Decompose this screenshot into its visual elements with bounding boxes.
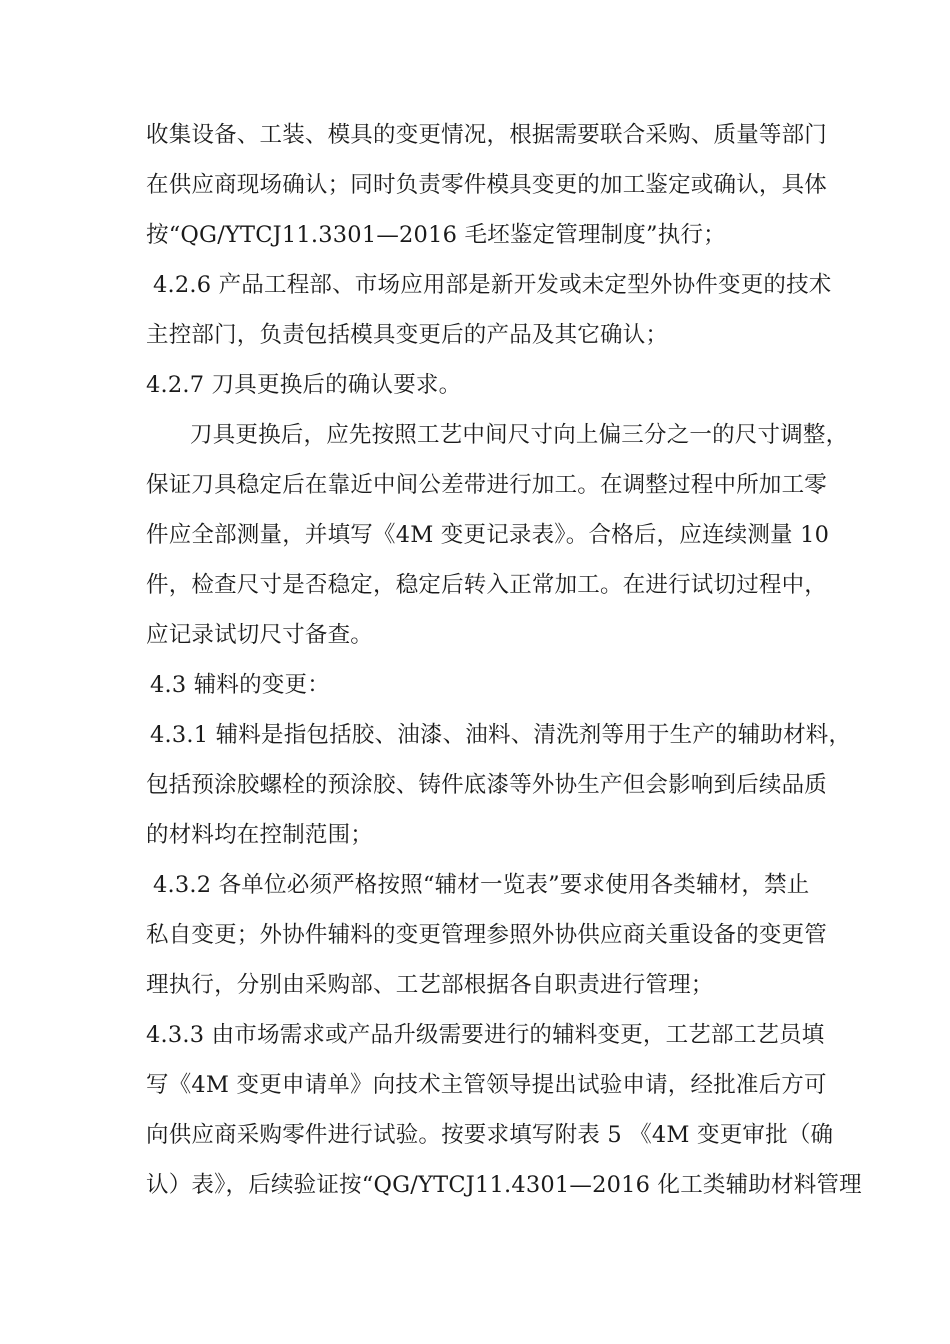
section-heading-4-2-7: 4.2.7 刀具更换后的确认要求。 [146, 372, 462, 398]
text-line: 的材料均在控制范围； [146, 822, 374, 848]
paragraph-first-line: 刀具更换后，应先按照工艺中间尺寸向上偏三分之一的尺寸调整， [190, 422, 849, 448]
section-heading-4-3-2: 4.3.2 各单位必须严格按照“辅材一览表”要求使用各类辅材，禁止 [153, 872, 810, 898]
text-line: 理执行，分别由采购部、工艺部根据各自职责进行管理； [146, 972, 714, 998]
text-line: 按“QG/YTCJ11.3301—2016 毛坯鉴定管理制度”执行； [146, 222, 726, 248]
text-line: 认）表》，后续验证按“QG/YTCJ11.4301—2016 化工类辅助材料管理 [146, 1172, 862, 1198]
text-line: 应记录试切尺寸备查。 [146, 622, 374, 648]
text-line: 在供应商现场确认；同时负责零件模具变更的加工鉴定或确认，具体 [146, 172, 828, 198]
section-heading-4-3-3: 4.3.3 由市场需求或产品升级需要进行的辅料变更，工艺部工艺员填 [146, 1022, 825, 1048]
text-line: 向供应商采购零件进行试验。按要求填写附表 5 《4M 变更审批（确 [146, 1122, 834, 1148]
text-line: 件应全部测量，并填写《4M 变更记录表》。合格后，应连续测量 10 [146, 522, 830, 548]
text-line: 主控部门，负责包括模具变更后的产品及其它确认； [146, 322, 669, 348]
text-line: 保证刀具稳定后在靠近中间公差带进行加工。在调整过程中所加工零 [146, 472, 828, 498]
text-line: 私自变更；外协件辅料的变更管理参照外协供应商关重设备的变更管 [146, 922, 828, 948]
section-heading-4-2-6: 4.2.6 产品工程部、市场应用部是新开发或未定型外协件变更的技术 [153, 272, 832, 298]
section-heading-4-3-1: 4.3.1 辅料是指包括胶、油漆、油料、清洗剂等用于生产的辅助材料， [150, 722, 852, 748]
text-line: 包括预涂胶螺栓的预涂胶、铸件底漆等外协生产但会影响到后续品质 [146, 772, 828, 798]
text-line: 收集设备、工装、模具的变更情况，根据需要联合采购、质量等部门 [146, 122, 828, 148]
text-line: 件，检查尺寸是否稳定，稳定后转入正常加工。在进行试切过程中， [146, 572, 828, 598]
section-heading-4-3: 4.3 辅料的变更： [150, 672, 330, 698]
text-line: 写《4M 变更申请单》向技术主管领导提出试验申请，经批准后方可 [146, 1072, 827, 1098]
